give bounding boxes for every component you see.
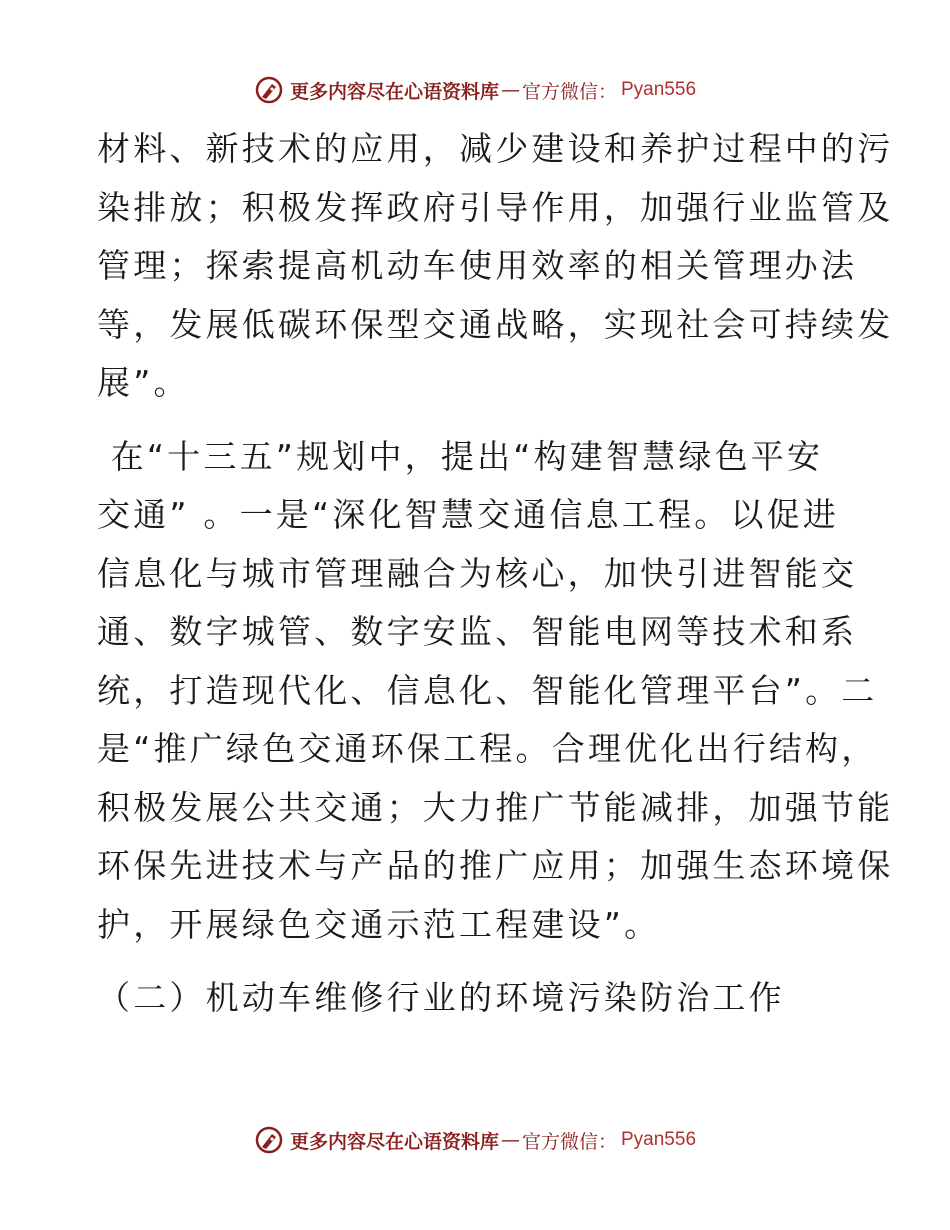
paragraph-line: 展”。: [97, 363, 190, 402]
paragraph-line: 染排放；积极发挥政府引导作用，加强行业监管及: [97, 187, 894, 227]
paragraph-line: 是“推广绿色交通环保工程。合理优化出行结构，: [97, 729, 878, 768]
section-heading: （二）机动车维修行业的环境污染防治工作: [97, 978, 785, 1017]
paragraph-line: 环保先进技术与产品的推广应用；加强生态环境保: [97, 846, 894, 885]
header-contact-id: Pyan556: [621, 79, 697, 100]
page-header: [0, 70, 950, 110]
document-body: [97, 120, 894, 1028]
footer-dash: —: [500, 1129, 520, 1151]
paragraph-2: [97, 428, 894, 955]
header-brand-text: 更多内容尽在心语资料库: [289, 80, 499, 103]
paragraph-line: 材料、新技术的应用，减少建设和养护过程中的污: [97, 129, 894, 168]
header-dash: —: [500, 79, 520, 101]
paragraph-spacer: [97, 413, 857, 428]
pen-nib-logo-icon: [254, 75, 284, 105]
footer-contact-label: 官方微信：: [521, 1130, 617, 1153]
page-footer: [0, 1120, 950, 1160]
paragraph-line: 等，发展低碳环保型交通战略，实现社会可持续发: [97, 304, 894, 344]
footer-brand-text: 更多内容尽在心语资料库: [289, 1130, 499, 1153]
footer-contact-id: Pyan556: [621, 1129, 697, 1150]
pen-nib-logo-icon: [254, 1125, 284, 1155]
paragraph-line: 信息化与城市管理融合为核心，加快引进智能交: [97, 553, 858, 593]
paragraph-spacer: [97, 954, 857, 969]
paragraph-line: 管理；探索提高机动车使用效率的相关管理办法: [97, 246, 858, 285]
paragraph-line: 统，打造现代化、信息化、智能化管理平台”。二: [97, 670, 878, 710]
header-contact-label: 官方微信：: [521, 80, 617, 103]
paragraph-line: 护，开展绿色交通示范工程建设”。: [97, 904, 661, 944]
paragraph-line: 通、数字城管、数字安监、智能电网等技术和系: [97, 612, 858, 651]
paragraph-line: 积极发展公共交通；大力推广节能减排，加强节能: [97, 787, 894, 827]
paragraph-1: [97, 120, 894, 413]
paragraph-line: 在“十三五”规划中，提出“构建智慧绿色平安: [97, 436, 824, 476]
paragraph-line: 交通” 。一是“深化智慧交通信息工程。以促进: [97, 495, 840, 534]
